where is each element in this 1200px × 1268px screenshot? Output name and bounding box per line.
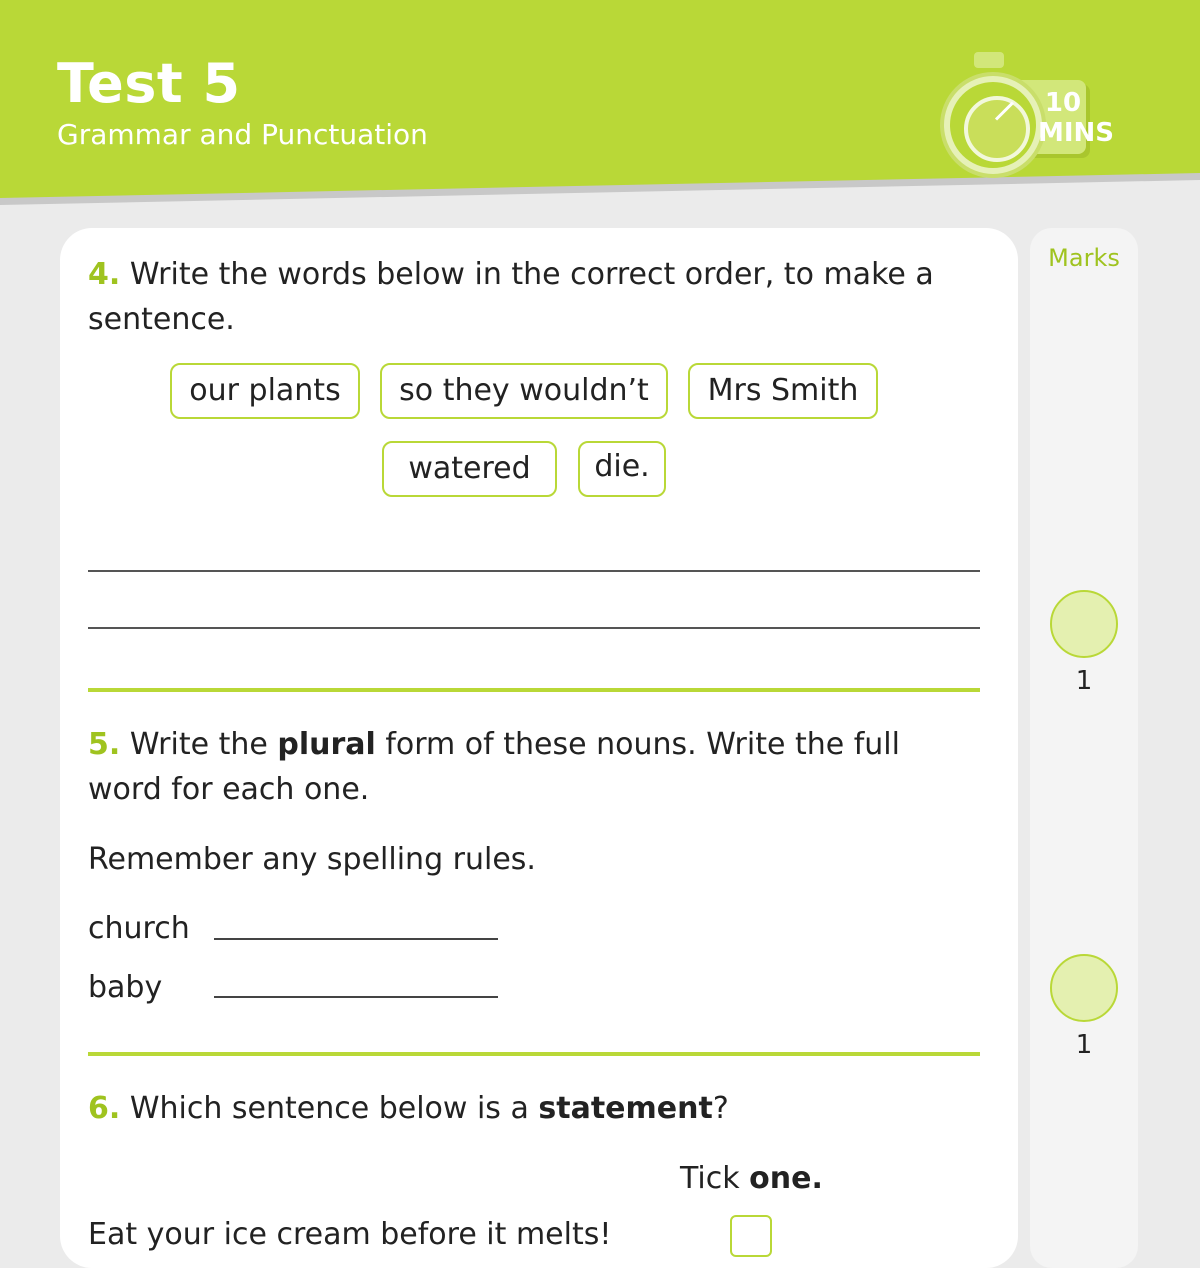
tick-box[interactable] <box>730 1215 772 1257</box>
section-divider <box>88 688 980 692</box>
question-5-number: 5. <box>88 727 121 762</box>
timer-icon <box>940 52 1140 177</box>
mark-value: 1 <box>1075 666 1093 696</box>
noun-label: church <box>88 911 190 946</box>
answer-line[interactable] <box>88 627 980 629</box>
stopwatch-face <box>944 76 1042 174</box>
word-chip: Mrs Smith <box>688 363 878 419</box>
emphasis-statement: statement <box>538 1091 713 1126</box>
emphasis-plural: plural <box>277 727 376 762</box>
section-divider <box>88 1052 980 1056</box>
answer-line[interactable] <box>88 570 980 572</box>
word-chip: so they wouldn’t <box>380 363 668 419</box>
mark-box[interactable] <box>1050 954 1118 1022</box>
marks-label: Marks <box>1048 244 1120 272</box>
tick-instruction: Tick one. <box>680 1161 823 1196</box>
question-4-number: 4. <box>88 257 121 292</box>
page-subtitle: Grammar and Punctuation <box>57 118 428 151</box>
word-chip: watered <box>382 441 557 497</box>
word-chip: our plants <box>170 363 360 419</box>
plural-answer-line[interactable] <box>214 938 498 940</box>
page-title: Test 5 <box>57 52 241 115</box>
timer-knob <box>974 52 1004 68</box>
word-chip: die. <box>578 441 666 497</box>
question-6-number: 6. <box>88 1091 121 1126</box>
plural-answer-line[interactable] <box>214 996 498 998</box>
noun-label: baby <box>88 970 163 1005</box>
question-5-reminder: Remember any spelling rules. <box>88 842 536 877</box>
timer-number: 10 <box>1044 88 1082 118</box>
option-1-text: Eat your ice cream before it melts! <box>88 1217 612 1252</box>
question-6-text: 6. Which sentence below is a statement? <box>88 1091 729 1126</box>
question-4-text <box>88 252 978 342</box>
question-4-prompt: Write the words below in the correct order, to make a sentence. <box>88 257 934 337</box>
marks-column <box>1030 228 1138 1268</box>
timer-unit: MINS <box>1038 118 1115 148</box>
question-5-text: 5. Write the plural form of these nouns. Write the full word for each one. <box>88 727 900 807</box>
mark-value: 1 <box>1075 1030 1093 1060</box>
mark-box[interactable] <box>1050 590 1118 658</box>
timer-label <box>1038 88 1115 148</box>
